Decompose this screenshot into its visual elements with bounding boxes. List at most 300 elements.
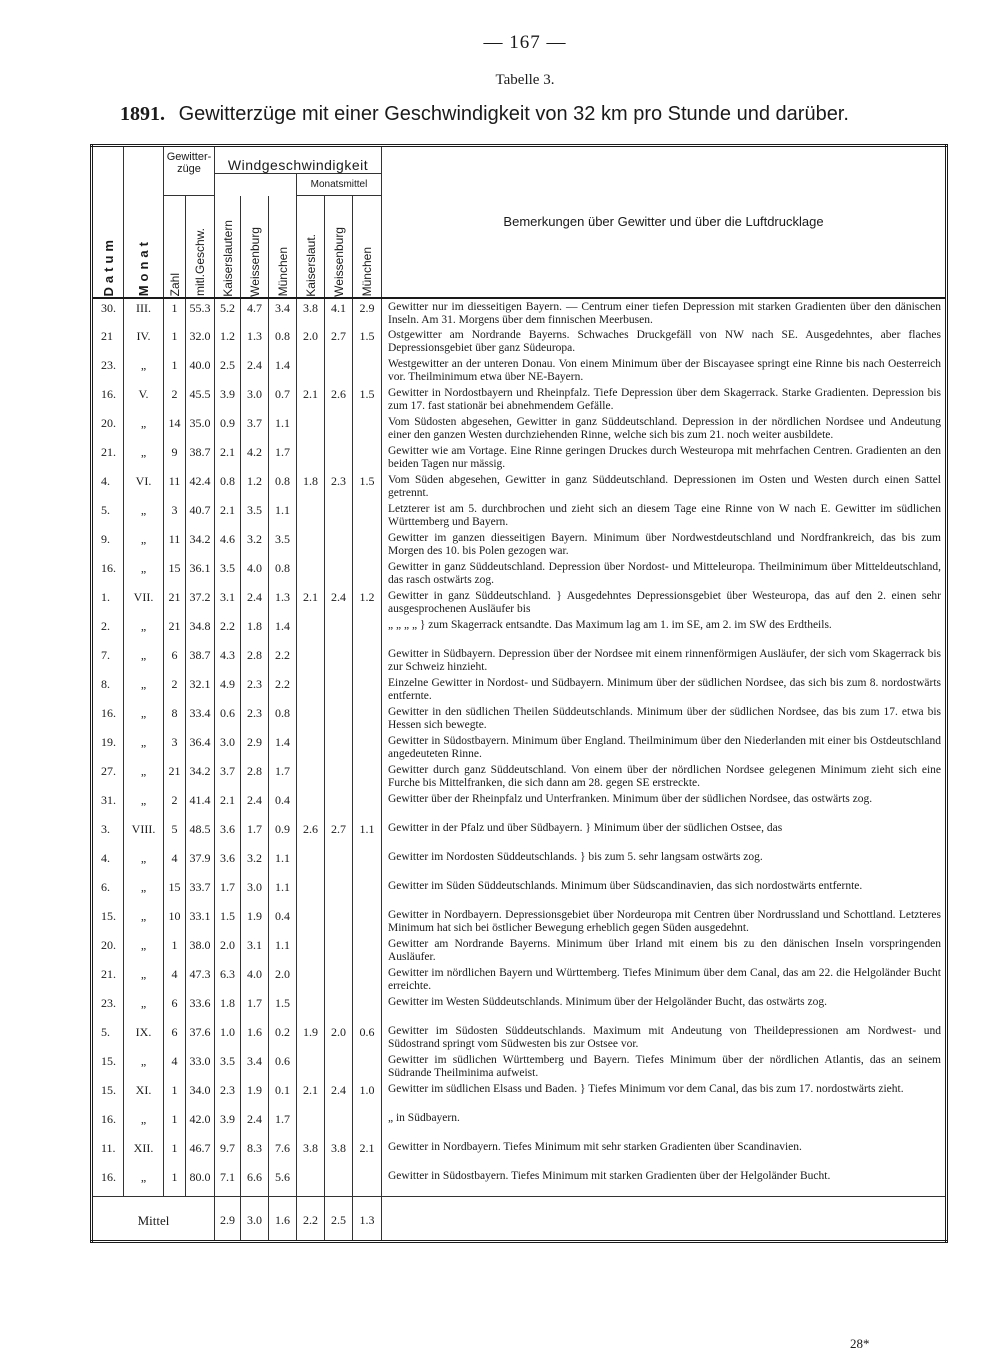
header-windgeschwindigkeit: Windgeschwindigkeit (215, 146, 382, 174)
header-muenchen: München (269, 196, 297, 298)
cell-monthly-kaiserslautern: 3.8 (297, 298, 325, 327)
cell-monthly-muenchen: 2.1 (353, 1139, 382, 1197)
table-row (92, 762, 947, 791)
page-footer-mark: 28* (850, 1336, 870, 1351)
table-row (92, 1168, 947, 1197)
cell-mean-speed: 42.4 (186, 472, 215, 501)
table-row (92, 414, 947, 443)
cell-weissenburg: 3.7 (241, 414, 269, 443)
cell-muenchen: 1.7 (269, 443, 297, 472)
table-row (92, 1139, 947, 1168)
cell-muenchen: 2.0 (269, 965, 297, 994)
cell-mean-speed: 37.9 (186, 849, 215, 878)
cell-count: 6 (164, 994, 186, 1023)
cell-muenchen: 1.4 (269, 356, 297, 385)
cell-monthly-weissenburg: 4.1 (325, 298, 353, 327)
cell-weissenburg: 2.4 (241, 356, 269, 385)
cell-remark: Gewitter im ganzen diesseitigen Bayern. Minimum über Nordwestdeutschland und Nordfrankreich, das bis zum Morgen des 10. bis Polen gezogen war. (382, 530, 947, 559)
cell-kaiserslautern: 0.9 (215, 414, 241, 443)
cell-kaiserslautern: 6.3 (215, 965, 241, 994)
cell-date: 21. (92, 965, 124, 994)
cell-weissenburg: 2.3 (241, 704, 269, 733)
cell-remark: Vom Südosten abgesehen, Gewitter in ganz Süddeutschland. Depression in der nördlichen Nordsee und Andeutung einer den ganzen Westen durchziehenden Rinne, welche sich bis zum 21. noch weiter ausbildete. (382, 414, 947, 443)
table-row (92, 617, 947, 646)
cell-mean-speed: 33.0 (186, 1052, 215, 1081)
cell-monthly-kaiserslautern: 1.8 (297, 472, 325, 588)
table-row (92, 994, 947, 1023)
cell-month: VI. (124, 472, 164, 501)
cell-mean-speed: 47.3 (186, 965, 215, 994)
cell-monthly-muenchen: 1.5 (353, 327, 382, 385)
cell-kaiserslautern: 4.6 (215, 530, 241, 559)
cell-date: 20. (92, 414, 124, 443)
cell-date: 23. (92, 994, 124, 1023)
cell-date: 5. (92, 501, 124, 530)
cell-remark: Gewitter im Nordosten Süddeutschlands. } bis zum 5. sehr langsam ostwärts zog. (382, 849, 947, 878)
cell-count: 6 (164, 646, 186, 675)
cell-date: 15. (92, 907, 124, 936)
cell-remark: Gewitter in Südostbayern. Tiefes Minimum mit starken Gradienten über der Helgoländer Bucht. (382, 1168, 947, 1197)
cell-weissenburg: 2.9 (241, 733, 269, 762)
cell-muenchen: 0.8 (269, 704, 297, 733)
cell-kaiserslautern: 1.5 (215, 907, 241, 936)
cell-date: 1. (92, 588, 124, 617)
cell-remark: Einzelne Gewitter in Nordost- und Südbayern. Minimum über der südlichen Nordsee, das sich bis zum 8. nordostwärts entfernte. (382, 675, 947, 704)
cell-kaiserslautern: 2.3 (215, 1081, 241, 1110)
cell-count: 1 (164, 1110, 186, 1139)
cell-weissenburg: 6.6 (241, 1168, 269, 1197)
table-row (92, 646, 947, 675)
cell-mean-speed: 33.6 (186, 994, 215, 1023)
cell-muenchen: 1.4 (269, 617, 297, 646)
cell-weissenburg: 1.2 (241, 472, 269, 501)
table-row (92, 1110, 947, 1139)
cell-date: 16. (92, 704, 124, 733)
cell-count: 1 (164, 1139, 186, 1168)
cell-weissenburg: 2.4 (241, 588, 269, 617)
cell-weissenburg: 1.9 (241, 1081, 269, 1110)
cell-muenchen: 0.2 (269, 1023, 297, 1052)
cell-kaiserslautern: 3.5 (215, 559, 241, 588)
cell-month: XI. (124, 1081, 164, 1110)
cell-date: 19. (92, 733, 124, 762)
cell-mean-speed: 34.8 (186, 617, 215, 646)
cell-muenchen: 1.7 (269, 1110, 297, 1139)
cell-kaiserslautern: 2.2 (215, 617, 241, 646)
cell-weissenburg: 3.4 (241, 1052, 269, 1081)
cell-count: 6 (164, 1023, 186, 1052)
cell-date: 27. (92, 762, 124, 791)
cell-mean-speed: 33.7 (186, 878, 215, 907)
title-year: 1891. (120, 103, 165, 125)
cell-muenchen: 0.9 (269, 820, 297, 849)
cell-date: 16. (92, 385, 124, 414)
cell-kaiserslautern: 3.1 (215, 588, 241, 617)
cell-mean-speed: 46.7 (186, 1139, 215, 1168)
cell-month: „ (124, 414, 164, 443)
cell-remark: Gewitter in ganz Süddeutschland. Depression über Nordost- und Mitteleuropa. Theilminimum über Mitteldeutschland, das rasch ostwärts zog. (382, 559, 947, 588)
cell-remark: Gewitter in Nordbayern. Depressionsgebiet über Nordeuropa mit Centren über Nordrussland und Schottland. Letzteres Minimum hat sich bei östlicher Bewegung erheblich gegen Süden ausgedehnt. (382, 907, 947, 936)
cell-date: 16. (92, 559, 124, 588)
cell-monthly-weissenburg: 2.7 (325, 327, 353, 385)
title-text: Gewitterzüge mit einer Geschwindigkeit von 32 km pro Stunde und darüber. (178, 103, 849, 125)
cell-remark: Letzterer ist am 5. durchbrochen und zieht sich an diesem Tage eine Rinne von W nach E. Gewitter im südlichen Württemberg und Bayern. (382, 501, 947, 530)
cell-weissenburg: 3.0 (241, 878, 269, 907)
cell-kaiserslautern: 3.7 (215, 762, 241, 791)
cell-month: IV. (124, 327, 164, 356)
cell-remark: Gewitter in der Pfalz und über Südbayern. } Minimum über der südlichen Ostsee, das (382, 820, 947, 849)
mean-value: 2.5 (325, 1197, 353, 1242)
cell-weissenburg: 3.1 (241, 936, 269, 965)
cell-monthly-kaiserslautern: 2.6 (297, 820, 325, 1023)
cell-mean-speed: 37.6 (186, 1023, 215, 1052)
table-row (92, 704, 947, 733)
cell-month: „ (124, 994, 164, 1023)
cell-date: 7. (92, 646, 124, 675)
cell-monthly-kaiserslautern: 2.0 (297, 327, 325, 385)
cell-month: „ (124, 791, 164, 820)
cell-remark: Gewitter wie am Vortage. Eine Rinne geringen Druckes durch Westeuropa mit mehrfachen Centren. Gradienten an den beiden Tagen nur mässig. (382, 443, 947, 472)
cell-mean-speed: 34.2 (186, 762, 215, 791)
cell-mean-speed: 55.3 (186, 298, 215, 327)
cell-date: 23. (92, 356, 124, 385)
cell-month: „ (124, 443, 164, 472)
cell-remark: Gewitter in Südostbayern. Minimum über England. Theilminimum über den Niederlanden mit einer bis Ostdeutschland angedeuteten Rinne. (382, 733, 947, 762)
mean-value: 2.2 (297, 1197, 325, 1242)
cell-kaiserslautern: 3.9 (215, 385, 241, 414)
cell-kaiserslautern: 2.5 (215, 356, 241, 385)
table-row (92, 1023, 947, 1052)
cell-remark: Vom Süden abgesehen, Gewitter in ganz Süddeutschland. Depressionen im Osten und Westen durch einen Sattel getrennt. (382, 472, 947, 501)
cell-monthly-weissenburg: 2.4 (325, 588, 353, 820)
cell-weissenburg: 3.5 (241, 501, 269, 530)
cell-month: „ (124, 1110, 164, 1139)
cell-kaiserslautern: 2.1 (215, 443, 241, 472)
cell-date: 15. (92, 1052, 124, 1081)
cell-remark: Gewitter im südlichen Württemberg und Bayern. Tiefes Minimum über der nördlichen Atlantis, das an seinem Südrande Theilminima aufweist. (382, 1052, 947, 1081)
cell-weissenburg: 4.0 (241, 965, 269, 994)
header-muenchen-mm: München (353, 196, 382, 298)
page-title (120, 103, 849, 126)
page-number: — 167 — (483, 32, 567, 53)
cell-count: 21 (164, 762, 186, 791)
cell-monthly-muenchen: 2.9 (353, 298, 382, 327)
cell-count: 9 (164, 443, 186, 472)
cell-mean-speed: 38.7 (186, 443, 215, 472)
cell-date: 16. (92, 1168, 124, 1197)
cell-monthly-kaiserslautern: 2.1 (297, 588, 325, 820)
cell-mean-speed: 36.1 (186, 559, 215, 588)
cell-date: 21. (92, 443, 124, 472)
cell-muenchen: 1.1 (269, 936, 297, 965)
cell-weissenburg: 1.9 (241, 907, 269, 936)
cell-date: 16. (92, 1110, 124, 1139)
cell-date: 11. (92, 1139, 124, 1168)
cell-muenchen: 3.5 (269, 530, 297, 559)
cell-muenchen: 5.6 (269, 1168, 297, 1197)
cell-month: „ (124, 965, 164, 994)
table-row (92, 327, 947, 356)
cell-month: „ (124, 530, 164, 559)
cell-muenchen: 0.8 (269, 472, 297, 501)
cell-kaiserslautern: 3.6 (215, 849, 241, 878)
header-weissenburg: Weissenburg (241, 196, 269, 298)
cell-monthly-weissenburg: 2.6 (325, 385, 353, 472)
cell-date: 5. (92, 1023, 124, 1052)
cell-kaiserslautern: 3.6 (215, 820, 241, 849)
header-monatsmittel: Monatsmittel (297, 174, 382, 196)
cell-weissenburg: 4.0 (241, 559, 269, 588)
cell-kaiserslautern: 4.3 (215, 646, 241, 675)
cell-month: „ (124, 1052, 164, 1081)
cell-count: 4 (164, 849, 186, 878)
cell-month: IX. (124, 1023, 164, 1052)
cell-monthly-muenchen: 1.2 (353, 588, 382, 820)
cell-weissenburg: 3.2 (241, 849, 269, 878)
cell-month: „ (124, 617, 164, 646)
cell-count: 14 (164, 414, 186, 443)
table-body (92, 298, 947, 1242)
data-table-wrapper (90, 144, 948, 1243)
cell-month: „ (124, 936, 164, 965)
cell-remark: Gewitter im Südosten Süddeutschlands. Maximum mit Andeutung von Theildepressionen am Nordwest- und Südostrand springt vom Südwesten bis zur Ostsee vor. (382, 1023, 947, 1052)
cell-date: 2. (92, 617, 124, 646)
cell-date: 30. (92, 298, 124, 327)
cell-remark: Gewitter in den südlichen Theilen Süddeutschlands. Minimum über der südlichen Nordsee, das bis zum 17. etwa bis Hessen sich bewegte. (382, 704, 947, 733)
table-row (92, 936, 947, 965)
cell-monthly-weissenburg: 2.0 (325, 1023, 353, 1081)
cell-remark: „ „ „ „ } zum Skagerrack entsandte. Das Maximum lag am 1. im SE, am 2. im SW des Erdtheils. (382, 617, 947, 646)
cell-muenchen: 1.4 (269, 733, 297, 762)
table-row (92, 356, 947, 385)
table-row (92, 472, 947, 501)
cell-date: 6. (92, 878, 124, 907)
cell-muenchen: 3.4 (269, 298, 297, 327)
cell-mean-speed: 48.5 (186, 820, 215, 849)
cell-month: „ (124, 356, 164, 385)
cell-muenchen: 7.6 (269, 1139, 297, 1168)
cell-kaiserslautern: 4.9 (215, 675, 241, 704)
table-row (92, 1052, 947, 1081)
cell-date: 8. (92, 675, 124, 704)
cell-count: 3 (164, 501, 186, 530)
cell-weissenburg: 1.7 (241, 994, 269, 1023)
cell-weissenburg: 1.7 (241, 820, 269, 849)
table-row (92, 820, 947, 849)
cell-count: 4 (164, 965, 186, 994)
cell-kaiserslautern: 1.8 (215, 994, 241, 1023)
cell-monthly-muenchen: 1.5 (353, 385, 382, 472)
header-gewitterzuege: Gewitter-züge (164, 146, 215, 196)
cell-count: 15 (164, 559, 186, 588)
cell-weissenburg: 4.2 (241, 443, 269, 472)
cell-count: 1 (164, 1168, 186, 1197)
cell-muenchen: 0.4 (269, 907, 297, 936)
cell-mean-speed: 37.2 (186, 588, 215, 617)
cell-kaiserslautern: 5.2 (215, 298, 241, 327)
cell-remark: Westgewitter an der unteren Donau. Von einem Minimum über der Biscayasee springt eine Rinne bis nach Oesterreich vor. Theilminimum etwa über NE-Bayern. (382, 356, 947, 385)
mean-value: 2.9 (215, 1197, 241, 1242)
cell-remark: Gewitter in Südbayern. Depression über der Nordsee mit einem rinnenförmigen Ausläufer, der sich vom Skagerrack bis zur Schweiz hinzieht. (382, 646, 947, 675)
cell-kaiserslautern: 7.1 (215, 1168, 241, 1197)
cell-muenchen: 1.7 (269, 762, 297, 791)
mean-label: Mittel (92, 1197, 215, 1242)
cell-remark: Gewitter im Süden Süddeutschlands. Minimum über Südscandinavien, das sich nordostwärts entfernte. (382, 878, 947, 907)
cell-weissenburg: 2.3 (241, 675, 269, 704)
cell-kaiserslautern: 3.9 (215, 1110, 241, 1139)
cell-count: 8 (164, 704, 186, 733)
cell-month: VIII. (124, 820, 164, 849)
cell-kaiserslautern: 1.0 (215, 1023, 241, 1052)
cell-remark: Gewitter in Nordostbayern und Rheinpfalz. Tiefe Depression über dem Skagerrack. Starke Gradienten. Depression bis zum 17. fast stationär bei abnehmendem Gefälle. (382, 385, 947, 414)
cell-remark: Gewitter in Nordbayern. Tiefes Minimum mit sehr starken Gradienten über Scandinavien. (382, 1139, 947, 1168)
cell-monthly-kaiserslautern: 2.1 (297, 385, 325, 472)
cell-muenchen: 0.4 (269, 791, 297, 820)
cell-month: „ (124, 559, 164, 588)
cell-remark: Ostgewitter am Nordrande Bayerns. Schwaches Druckgefäll von NW nach SE. Ausgedehntes, aber flaches Depressionsgebiet über ganz Südeuropa. (382, 327, 947, 356)
cell-weissenburg: 1.8 (241, 617, 269, 646)
cell-mean-speed: 32.0 (186, 327, 215, 356)
cell-date: 4. (92, 849, 124, 878)
table-row (92, 588, 947, 617)
cell-month: „ (124, 849, 164, 878)
cell-count: 1 (164, 298, 186, 327)
cell-remark: Gewitter im südlichen Elsass und Baden. } Tiefes Minimum vor dem Canal, das bis zum 17. nordostwärts zieht. (382, 1081, 947, 1110)
cell-count: 1 (164, 327, 186, 356)
table-row (92, 443, 947, 472)
table-row (92, 530, 947, 559)
cell-muenchen: 1.1 (269, 501, 297, 530)
header-zahl: Zahl (164, 196, 186, 298)
cell-count: 5 (164, 820, 186, 849)
cell-count: 3 (164, 733, 186, 762)
cell-monthly-muenchen: 1.0 (353, 1081, 382, 1139)
cell-mean-speed: 38.0 (186, 936, 215, 965)
cell-muenchen: 1.3 (269, 588, 297, 617)
cell-date: 3. (92, 820, 124, 849)
cell-date: 20. (92, 936, 124, 965)
cell-weissenburg: 2.4 (241, 791, 269, 820)
cell-date: 4. (92, 472, 124, 501)
cell-remark: Gewitter im Westen Süddeutschlands. Minimum über der Helgoländer Bucht, das ostwärts zog. (382, 994, 947, 1023)
cell-mean-speed: 40.7 (186, 501, 215, 530)
cell-kaiserslautern: 0.8 (215, 472, 241, 501)
cell-weissenburg: 1.3 (241, 327, 269, 356)
cell-remark: Gewitter im nördlichen Bayern und Württemberg. Tiefes Minimum über dem Canal, das am 22. die Helgoländer Bucht erreichte. (382, 965, 947, 994)
cell-weissenburg: 4.7 (241, 298, 269, 327)
cell-remark: Gewitter nur im diesseitigen Bayern. — Centrum einer tiefen Depression mit starken Gradienten über den dänischen Inseln. Am 31. Morgens über dem finnischen Meerbusen. (382, 298, 947, 327)
cell-muenchen: 1.1 (269, 849, 297, 878)
cell-muenchen: 2.2 (269, 675, 297, 704)
cell-mean-speed: 33.4 (186, 704, 215, 733)
cell-count: 2 (164, 791, 186, 820)
cell-monthly-muenchen: 1.5 (353, 472, 382, 588)
cell-count: 1 (164, 1081, 186, 1110)
header-monat: Monat (124, 146, 164, 298)
header-kaiserslaut-mm: Kaiserslaut. (297, 196, 325, 298)
cell-remark: „ in Südbayern. (382, 1110, 947, 1139)
cell-month: „ (124, 704, 164, 733)
cell-kaiserslautern: 3.5 (215, 1052, 241, 1081)
cell-month: „ (124, 675, 164, 704)
cell-month: III. (124, 298, 164, 327)
cell-mean-speed: 40.0 (186, 356, 215, 385)
cell-muenchen: 0.1 (269, 1081, 297, 1110)
cell-weissenburg: 8.3 (241, 1139, 269, 1168)
cell-count: 10 (164, 907, 186, 936)
cell-kaiserslautern: 2.1 (215, 791, 241, 820)
cell-mean-speed: 32.1 (186, 675, 215, 704)
cell-weissenburg: 2.8 (241, 646, 269, 675)
header-datum: Datum (92, 146, 124, 298)
cell-count: 11 (164, 530, 186, 559)
cell-monthly-kaiserslautern: 3.8 (297, 1139, 325, 1197)
cell-mean-speed: 33.1 (186, 907, 215, 936)
mean-value: 1.6 (269, 1197, 297, 1242)
header-blank (215, 174, 297, 196)
cell-kaiserslautern: 1.2 (215, 327, 241, 356)
cell-month: „ (124, 907, 164, 936)
cell-monthly-muenchen: 1.1 (353, 820, 382, 1023)
cell-date: 31. (92, 791, 124, 820)
thunderstorm-table (90, 144, 948, 1243)
cell-muenchen: 0.8 (269, 559, 297, 588)
cell-remark: Gewitter über der Rheinpfalz und Unterfranken. Minimum über der südlichen Nordsee, das ostwärts zog. (382, 791, 947, 820)
mean-row (92, 1197, 947, 1242)
cell-date: 21 (92, 327, 124, 356)
cell-monthly-weissenburg: 3.8 (325, 1139, 353, 1197)
mean-value: 1.3 (353, 1197, 382, 1242)
cell-count: 1 (164, 356, 186, 385)
header-bemerkungen: Bemerkungen über Gewitter und über die Luftdrucklage (382, 146, 947, 298)
cell-remark: Gewitter durch ganz Süddeutschland. Von einem über der nördlichen Nordsee gelegenen Minimum zieht sich eine Furche bis Mittelfranken, die sich dann am 28. gegen SE erstreckte. (382, 762, 947, 791)
cell-muenchen: 1.1 (269, 414, 297, 443)
cell-monthly-weissenburg: 2.3 (325, 472, 353, 588)
cell-mean-speed: 38.7 (186, 646, 215, 675)
table-row (92, 298, 947, 327)
cell-kaiserslautern: 1.7 (215, 878, 241, 907)
cell-month: VII. (124, 588, 164, 617)
cell-kaiserslautern: 9.7 (215, 1139, 241, 1168)
cell-weissenburg: 3.0 (241, 385, 269, 414)
header-weissenburg-mm: Weissenburg (325, 196, 353, 298)
cell-kaiserslautern: 2.1 (215, 501, 241, 530)
cell-mean-speed: 42.0 (186, 1110, 215, 1139)
cell-count: 21 (164, 588, 186, 617)
cell-count: 1 (164, 936, 186, 965)
cell-weissenburg: 3.2 (241, 530, 269, 559)
cell-weissenburg: 1.6 (241, 1023, 269, 1052)
cell-mean-speed: 34.0 (186, 1081, 215, 1110)
header-mittl-geschw: mitl.Geschw. (186, 196, 215, 298)
table-row (92, 675, 947, 704)
table-row (92, 791, 947, 820)
table-label: Tabelle 3. (495, 72, 555, 88)
cell-count: 21 (164, 617, 186, 646)
cell-date: 9. (92, 530, 124, 559)
cell-count: 4 (164, 1052, 186, 1081)
cell-count: 2 (164, 385, 186, 414)
table-row (92, 733, 947, 762)
mean-value: 3.0 (241, 1197, 269, 1242)
cell-date: 15. (92, 1081, 124, 1110)
cell-month: „ (124, 1168, 164, 1197)
mean-remark-blank (382, 1197, 947, 1242)
cell-month: „ (124, 733, 164, 762)
cell-mean-speed: 34.2 (186, 530, 215, 559)
page-header (0, 32, 1000, 54)
cell-weissenburg: 2.4 (241, 1110, 269, 1139)
